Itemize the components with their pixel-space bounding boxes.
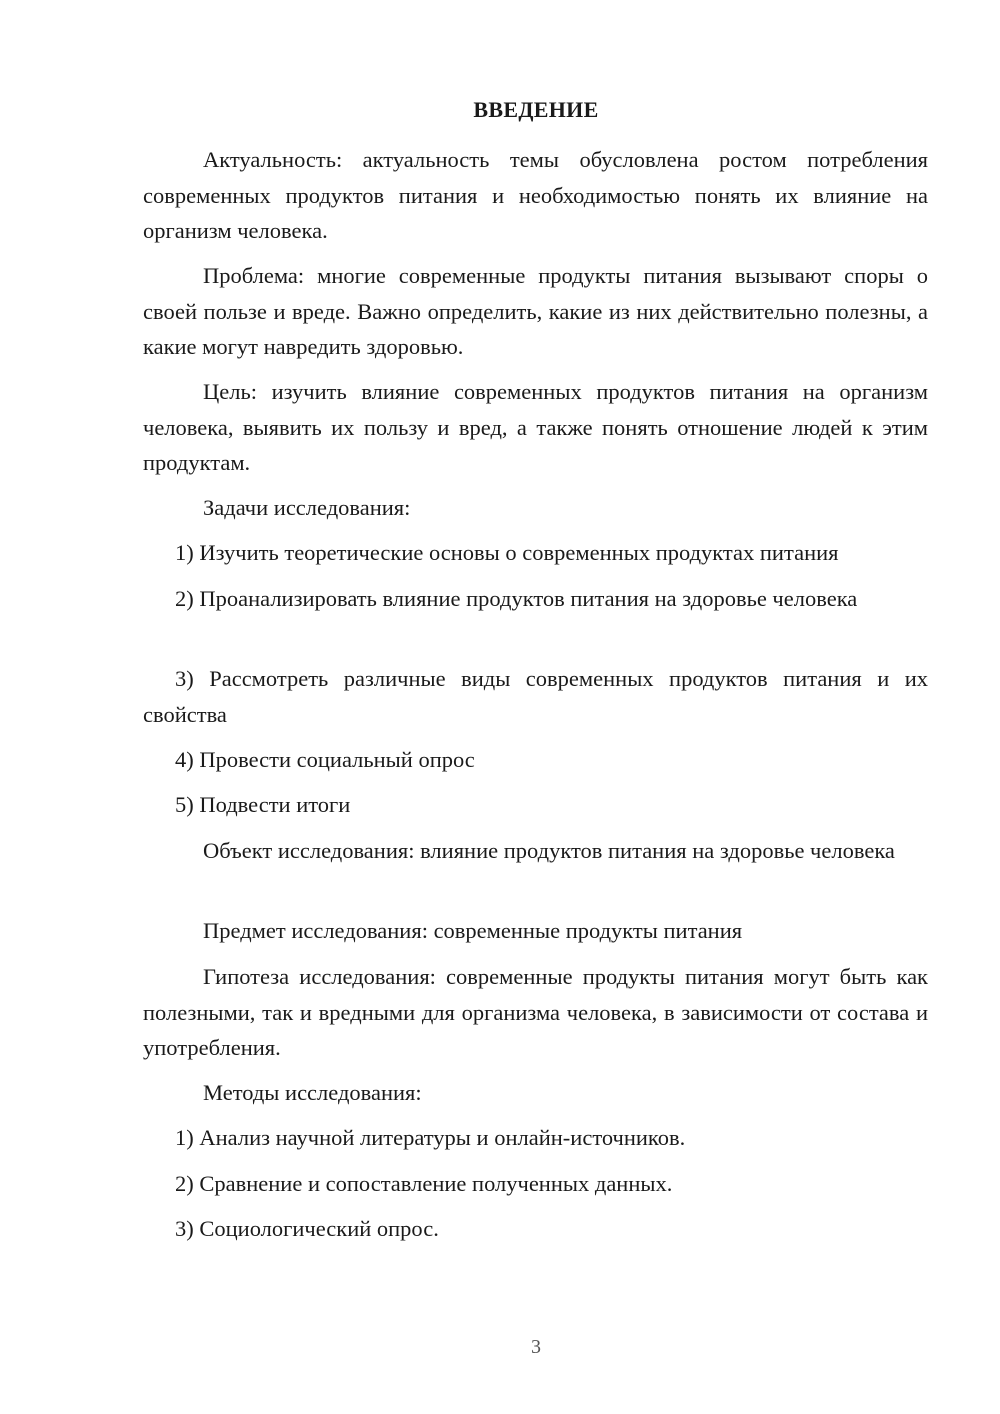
paragraph-hypothesis: Гипотеза исследования: современные продукты питания могут быть как полезными, так и вредными для организма человека, в зависимости от состава и употребления. (143, 964, 928, 1060)
task-item: 5) Подвести итоги (175, 792, 351, 817)
methods-heading: Методы исследования: (203, 1080, 422, 1105)
paragraph-problem: Проблема: многие современные продукты питания вызывают споры о своей пользе и вреде. Важно определить, какие из них действительно полезны, а какие могут навредить здоровью. (143, 263, 928, 359)
task-item: 1) Изучить теоретические основы о современных продуктах питания (175, 540, 839, 565)
page-title: ВВЕДЕНИЕ (473, 97, 599, 122)
paragraph-goal: Цель: изучить влияние современных продуктов питания на организм человека, выявить их пользу и вред, а также понять отношение людей к этим продуктам. (143, 379, 928, 475)
method-item: 3) Социологический опрос. (175, 1216, 439, 1241)
method-item: 1) Анализ научной литературы и онлайн-источников. (175, 1125, 686, 1150)
task-item: 4) Провести социальный опрос (175, 747, 475, 772)
task-item: 3) Рассмотреть различные виды современных продуктов питания и их свойства (143, 666, 928, 727)
tasks-heading: Задачи исследования: (203, 495, 411, 520)
method-item: 2) Сравнение и сопоставление полученных данных. (175, 1171, 673, 1196)
paragraph-object: Объект исследования: влияние продуктов питания на здоровье человека (203, 838, 895, 863)
paragraph-subject: Предмет исследования: современные продукты питания (203, 918, 743, 943)
paragraph-relevance: Актуальность: актуальность темы обусловлена ростом потребления современных продуктов питания и необходимостью понять их влияние на организм человека. (143, 147, 928, 243)
task-item: 2) Проанализировать влияние продуктов питания на здоровье человека (175, 586, 858, 611)
page-number: 3 (531, 1336, 541, 1358)
